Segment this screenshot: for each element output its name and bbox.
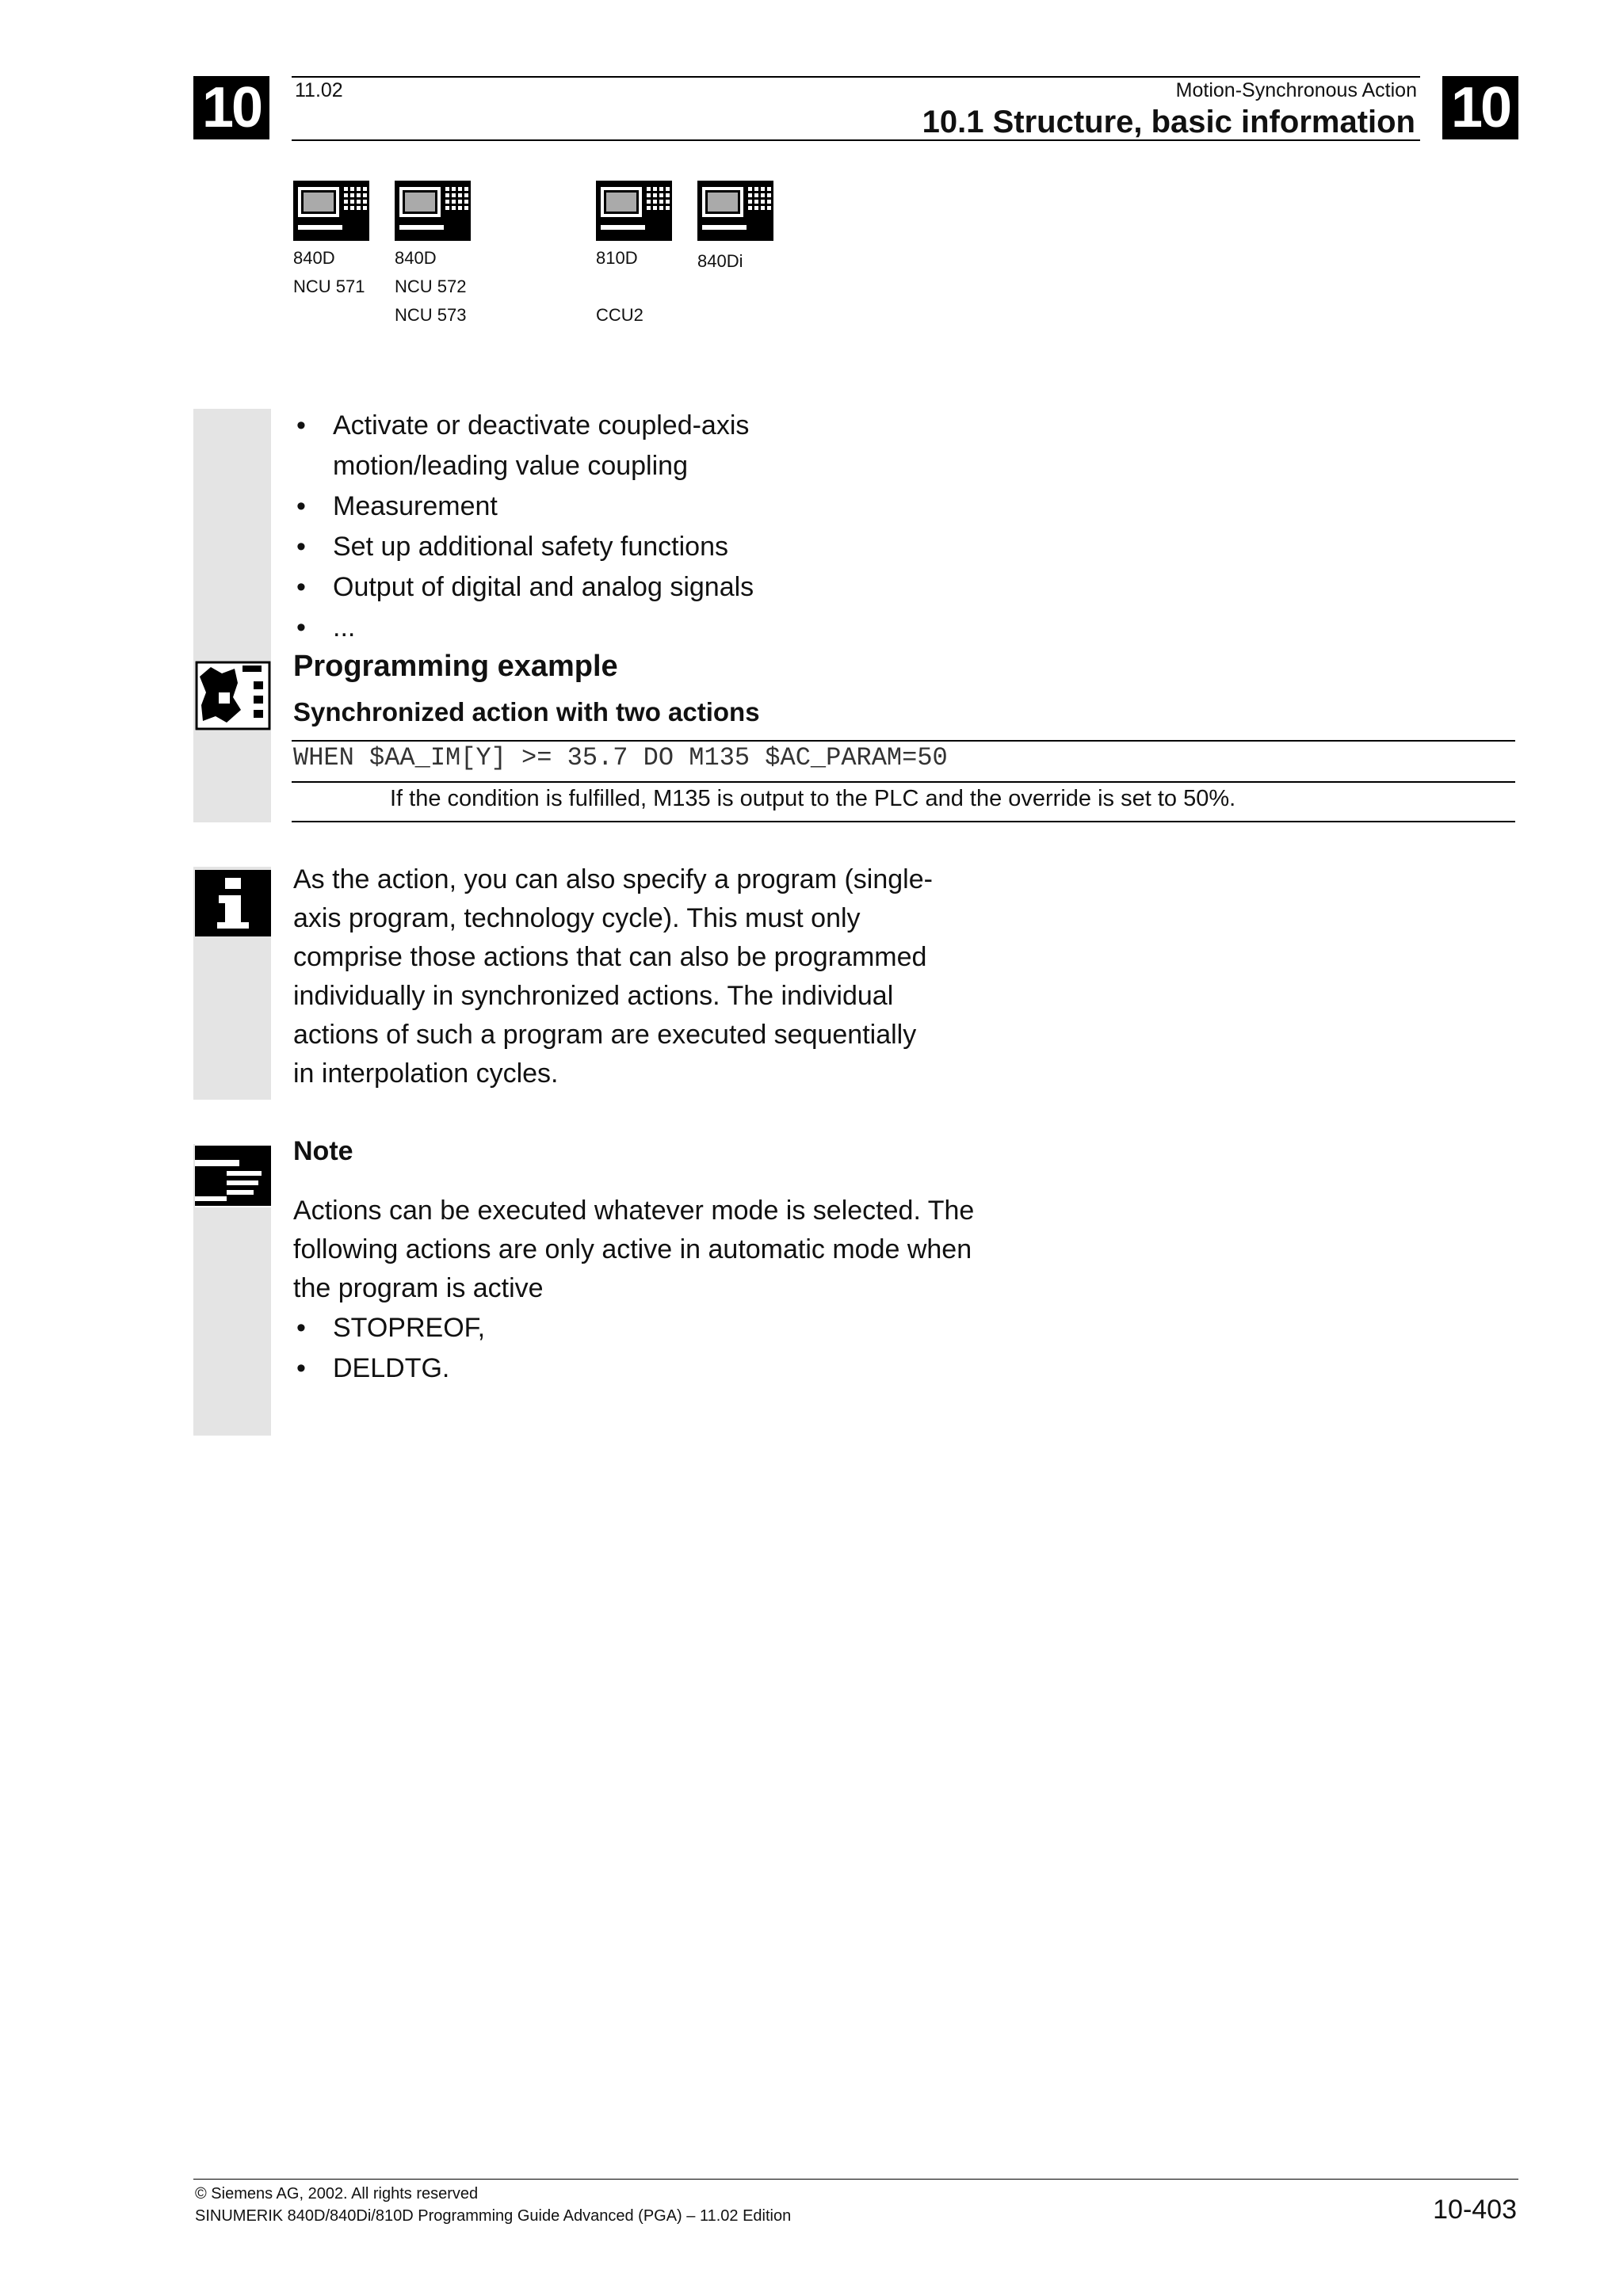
control-label: 840D <box>293 248 335 268</box>
list-item: • DELDTG. <box>293 1348 769 1389</box>
chapter-number-badge-right <box>1442 76 1518 139</box>
header-chapter-title: Motion-Synchronous Action <box>1175 79 1417 101</box>
capabilities-list <box>293 406 785 648</box>
note-heading: Note <box>293 1136 353 1166</box>
header-section-title: 10.1 Structure, basic information <box>922 105 1415 139</box>
control-label: CCU2 <box>596 305 643 325</box>
note-text: Actions can be executed whatever mode is selected. The following actions are only active in automatic mode when the program is active <box>293 1196 975 1303</box>
info-paragraph: As the action, you can also specify a program (single-axis program, technology cycle). This must only comprise those actions that can also be programmed individually in synchronized actions. The individual actions of such a program are executed sequentially in interpolation cycles. <box>293 864 933 1089</box>
control-label: 840D <box>395 248 437 268</box>
chapter-number: 10 <box>201 76 262 139</box>
chapter-number: 10 <box>1450 76 1510 139</box>
programming-example-icon <box>195 661 271 730</box>
footer-copyright: © Siemens AG, 2002. All rights reserved <box>195 2185 479 2203</box>
header-bottom-rule <box>292 139 1420 141</box>
note-hand-icon <box>195 1144 271 1207</box>
chapter-number-badge-left <box>193 76 269 139</box>
control-panel-icon <box>697 181 773 241</box>
control-label: NCU 573 <box>395 305 467 325</box>
list-item: • Measurement <box>293 486 785 527</box>
list-item: • ... <box>293 608 785 648</box>
code-line: WHEN $AA_IM[Y] >= 35.7 DO M135 $AC_PARAM=50 <box>293 743 948 772</box>
code-bottom-rule <box>292 781 1515 783</box>
control-panel-icon <box>395 181 471 241</box>
list-item: • STOPREOF, <box>293 1308 769 1348</box>
header-date: 11.02 <box>295 79 343 101</box>
programming-example-subheading: Synchronized action with two actions <box>293 697 760 727</box>
footer-publication: SINUMERIK 840D/840Di/810D Programming Guide Advanced (PGA) – 11.02 Edition <box>195 2207 792 2225</box>
list-item: • Output of digital and analog signals <box>293 567 785 608</box>
control-label: 840Di <box>697 251 743 271</box>
code-top-rule <box>292 740 1515 742</box>
info-icon <box>195 870 271 936</box>
code-explanation: If the condition is fulfilled, M135 is output to the PLC and the override is set to 50%. <box>390 786 1236 811</box>
footer-rule <box>193 2179 1518 2180</box>
example-end-rule <box>292 821 1515 822</box>
control-panel-icon <box>596 181 672 241</box>
list-item: • Activate or deactivate coupled-axis motion/leading value coupling <box>293 406 785 486</box>
control-panel-icon <box>293 181 369 241</box>
list-item: • Set up additional safety functions <box>293 527 785 567</box>
note-list <box>293 1308 769 1389</box>
control-label: NCU 571 <box>293 277 365 296</box>
control-label: NCU 572 <box>395 277 467 296</box>
control-label: 810D <box>596 248 638 268</box>
header-top-rule <box>292 76 1420 78</box>
programming-example-heading: Programming example <box>293 650 618 683</box>
margin-bar-1 <box>193 409 271 822</box>
page-number: 10-403 <box>1433 2195 1517 2225</box>
